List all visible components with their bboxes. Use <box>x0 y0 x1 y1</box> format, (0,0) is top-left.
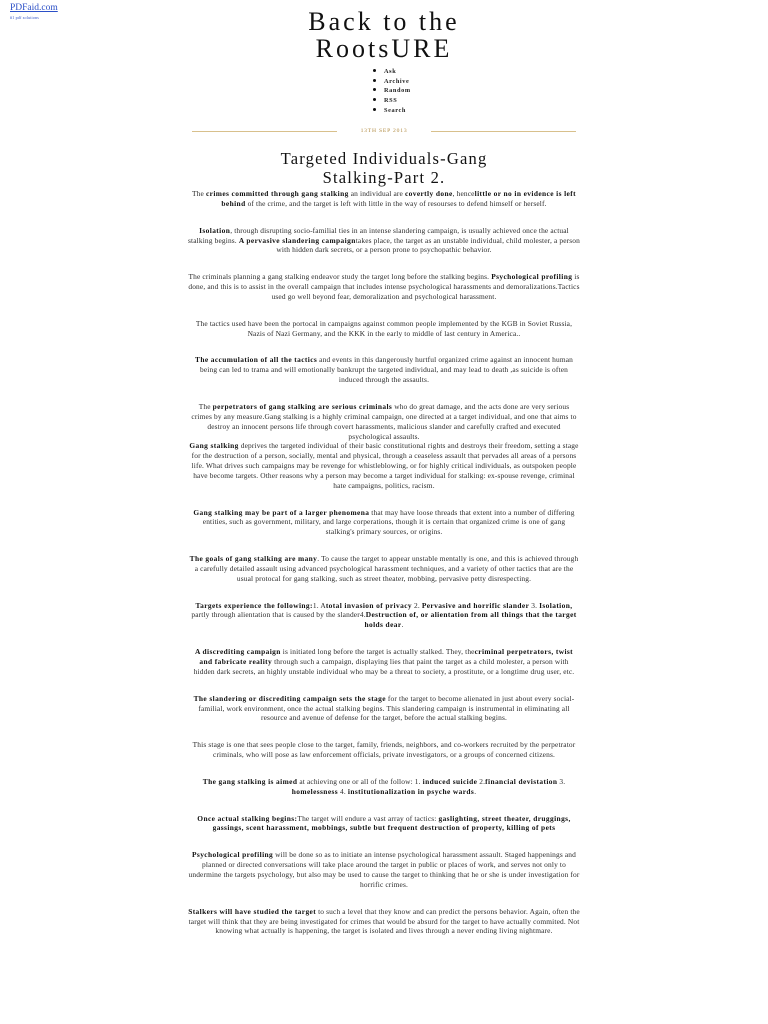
paragraph-text: This stage is one that sees people close to the target, family, friends, neighbors, and co-workers recruited by the perpetrator criminals, who will pose as law enforcement officials, private investigators, or a groups of concerned citizens. <box>192 740 576 760</box>
site-nav <box>373 67 411 116</box>
emphasis-text: covertly done <box>404 189 453 198</box>
date-divider-right <box>431 131 576 132</box>
paragraph-text: . <box>401 620 404 630</box>
paragraph-text: partly through alientation that is caused by the slander4. <box>191 610 366 620</box>
emphasis-text: The accumulation of all the tactics <box>194 355 318 365</box>
site-title-line-1: Back to the <box>308 7 460 36</box>
paragraph-text: The tactics used have been the portocal in campaigns against common people implemented by the KGB in Soviet Russia, Nazis of Nazi Germany, and the KKK in the early to middle of last century in America.. <box>195 318 573 338</box>
body-paragraph <box>188 226 580 256</box>
emphasis-text: A discrediting campaign <box>194 647 281 657</box>
bullet-icon <box>373 69 376 72</box>
bullet-icon <box>373 79 376 82</box>
emphasis-text: Isolation <box>199 225 231 235</box>
paragraph-text: 2. <box>411 600 422 610</box>
emphasis-text: Once actual stalking begins: <box>197 813 298 823</box>
paragraph-text: 4. <box>338 786 348 796</box>
body-paragraph <box>188 272 580 302</box>
paragraph-text: who do great damage, and the acts done are very serious crimes by any measure.Gang stalking is a highly criminal campaign, one directed at a target individual, and one that aims to destroy an innocent persons life through covert harassments, malicious slander and carefully crafted and executed psychological assaults. <box>191 401 577 441</box>
paragraph-text: . <box>474 786 477 796</box>
emphasis-text: Stalkers will have studied the target <box>188 906 317 916</box>
post-date-row <box>192 126 576 136</box>
emphasis-text: criminal perpetrators, twist and fabricate reality <box>199 647 574 666</box>
body-paragraph <box>188 814 580 834</box>
emphasis-text: crimes committed through gang stalking <box>205 189 349 198</box>
body-paragraph <box>188 319 580 339</box>
paragraph-text: The <box>192 189 206 198</box>
emphasis-text: Gang stalking may be part of a larger phenomena <box>193 507 370 517</box>
emphasis-text: The slandering or discrediting campaign sets the stage <box>193 693 386 703</box>
emphasis-text: induced suicide <box>422 776 478 786</box>
paragraph-text: of the crime, and the target is left with little in the way of resourses to defend himself or herself. <box>245 198 547 208</box>
body-paragraph <box>188 647 580 677</box>
paragraph-text: an individual are <box>348 189 405 198</box>
emphasis-text: total invasion of privacy <box>325 600 412 610</box>
paragraph-text: 1. A <box>312 600 326 610</box>
paragraph-text: The <box>198 401 213 411</box>
post-title <box>0 149 768 187</box>
paragraph-text: The target will endure a vast array of tactics: <box>297 813 439 823</box>
paragraph-text: to such a level that they know and can predict the persons behavior. Again, often the target will think that they are being investigated for crimes that would be absurd for the target to have actually commited. Not knowing what actually is happening, the target is isolated and lives through a never ending living nightmare. <box>188 906 580 936</box>
paragraph-text: , through disrupting socio-familial ties in an intense slandering campaign, is usually achieved once the actual stalking begins. <box>188 225 569 245</box>
body-paragraph <box>188 508 580 538</box>
emphasis-text: perpetrators of gang stalking are serious criminals <box>212 401 393 411</box>
paragraph-text: for the target to become alienated in just about every social-familial, work environment, once the actual stalking begins. This slandering campaign is instrumental in eliminating all resource and avenue of defense for the target, before the actual stalking begins. <box>198 693 575 723</box>
emphasis-text: Gang stalking <box>189 441 239 451</box>
paragraph-text: is initiated long before the target is actually stalked. They, the <box>280 647 475 657</box>
emphasis-text: Psychological profiling <box>491 272 573 282</box>
post-date[interactable]: 13TH SEP 2013 <box>360 128 408 134</box>
body-paragraph <box>188 694 580 724</box>
nav-item-random[interactable]: Random <box>373 86 411 96</box>
site-title-line-2: RootsURE <box>315 34 453 63</box>
paragraph-text: , hence <box>452 189 475 198</box>
paragraph-text: . To cause the target to appear unstable mentally is one, and this is achieved through a carefully detailed assault using advanced psychological harassment techniques, and a variety of other tactics that are the usual protocal for gang stalking, such as street theater, mobbing, pervasive petty disrespecting. <box>194 554 579 583</box>
emphasis-text: little or no in evidence is left behind <box>221 189 576 208</box>
paragraph-text: 3. <box>529 600 540 610</box>
nav-item-search[interactable]: Search <box>373 106 411 116</box>
watermark-tagline: #1 pdf solutions <box>10 15 39 20</box>
emphasis-text: The goals of gang stalking are many <box>189 554 318 564</box>
emphasis-text: A pervasive slandering campaign <box>238 235 356 245</box>
paragraph-text: takes place, the target as an unstable individual, child molester, a person with hidden dark secrets, or a person prone to psychopathic behavior. <box>276 235 580 255</box>
bullet-icon <box>373 98 376 101</box>
body-paragraph <box>188 355 580 385</box>
paragraph-text: 2. <box>477 776 486 786</box>
emphasis-text: financial devistation <box>485 776 558 786</box>
nav-item-archive[interactable]: Archive <box>373 77 411 87</box>
paragraph-text: 3. <box>557 776 566 786</box>
paragraph-text: The criminals planning a gang stalking endeavor study the target long before the stalking begins. <box>188 272 492 282</box>
emphasis-text: institutionalization in psyche wards <box>347 786 475 796</box>
body-paragraph <box>188 601 580 631</box>
body-paragraph <box>188 777 580 797</box>
emphasis-text: Destruction of, or alientation from all things that the target holds dear <box>364 610 577 630</box>
bullet-icon <box>373 108 376 111</box>
post-body <box>188 189 580 953</box>
body-paragraph <box>188 189 580 209</box>
paragraph-text: is done, and this is to assist in the overall campaign that includes intense psychological harassments and demoralizations.Tactics used go well beyond fear, demoralization and psychological harassment. <box>188 272 580 301</box>
watermark-link[interactable]: PDFaid.com <box>10 3 58 13</box>
paragraph-text: deprives the targeted individual of their basic constitutional rights and destroys their freedom, setting a stage for the destruction of a person, socially, mental and physical, through a ceaseless assault that pervades all areas of a persons life. What drives such campaigns may be revenge for whistleblowing, or for highly critical individuals, as outspoken people have become targets. Other reasons why a person may become a target individual for stalking: ex-spouse revenge, criminal hate campaigns, politics, racism. <box>191 441 579 490</box>
body-paragraph <box>188 554 580 584</box>
emphasis-text: gaslighting, street theater, druggings, gassings, scent harassment, mobbings, subtle but frequent destruction of property, killing of pets <box>212 813 571 833</box>
emphasis-text: The gang stalking is aimed <box>202 776 298 786</box>
body-paragraph <box>188 850 580 889</box>
site-title[interactable] <box>0 8 768 62</box>
post-title-line-2: Stalking-Part 2. <box>322 168 446 187</box>
nav-item-rss[interactable]: RSS <box>373 96 411 106</box>
paragraph-text: that may have loose threads that extent into a number of differing entities, such as government, military, and large corperations, though it is certain that organized crime is one of gang stalking's primary sources, or origins. <box>202 507 575 537</box>
body-paragraph <box>188 402 580 491</box>
nav-item-ask[interactable]: Ask <box>373 67 411 77</box>
emphasis-text: Pervasive and horrific slander <box>421 600 530 610</box>
post-title-line-1: Targeted Individuals-Gang <box>280 149 488 168</box>
emphasis-text: homelessness <box>291 786 339 796</box>
emphasis-text: Psychological profiling <box>192 850 274 860</box>
paragraph-text: will be done so as to initiate an intense psychological harassment assault. Staged happenings and planned or directed conversations will take place around the target in public or places of work, and serves not only to undermine the targets psychology, but also may be used to cause the target to thinking that he or she is under investigation for horrific crimes. <box>188 850 580 889</box>
body-paragraph <box>188 740 580 760</box>
emphasis-text: Targets experience the following: <box>195 600 313 610</box>
paragraph-text: and events in this dangerously hurtful organized crime against an innocent human being can led to trama and will emotionally bankrupt the targeted individual, and may lead to death ,as suicide is often induced through the assaults. <box>200 355 574 385</box>
body-paragraph <box>188 907 580 937</box>
emphasis-text: Isolation, <box>539 600 573 610</box>
paragraph-text: at achieving one or all of the follow: 1. <box>297 776 423 786</box>
bullet-icon <box>373 88 376 91</box>
paragraph-text: through such a campaign, displaying lies that paint the target as a child molester, a person with hidden dark secrets, an highly unstable individual who may be a threat to society, a prostitute, or a longtime drug user, etc. <box>193 657 575 676</box>
